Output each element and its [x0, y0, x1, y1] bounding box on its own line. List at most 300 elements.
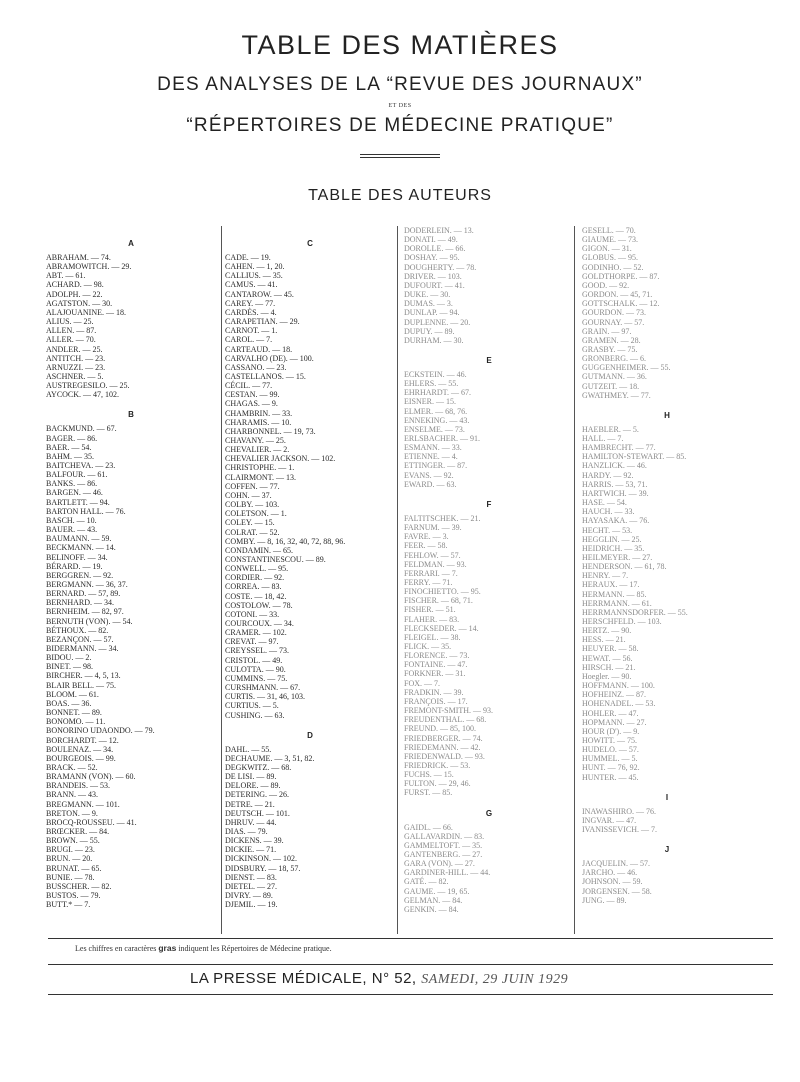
author-entry: GRASBY. — 75.: [582, 344, 638, 354]
footer-rule-bottom: [48, 994, 773, 995]
author-entry: ALIUS. — 25.: [46, 317, 94, 327]
author-entry: BELINOFF. — 34.: [46, 552, 108, 562]
author-entry: HERMANN. — 85.: [582, 589, 647, 599]
author-entry: FELDMAN. — 93.: [404, 559, 467, 569]
author-entry: ELMER. — 68, 76.: [404, 406, 468, 416]
author-entry: GELMAN. — 84.: [404, 895, 463, 905]
author-entry: BUSTOS. — 79.: [46, 891, 101, 901]
author-entry: DUMAS. — 3.: [404, 299, 453, 309]
author-entry: CESTAN. — 99.: [225, 390, 280, 400]
author-entry: COLRAT. — 52.: [225, 527, 280, 537]
author-entry: HOFFMANN. — 100.: [582, 681, 655, 691]
author-entry: BÉRARD. — 19.: [46, 561, 103, 571]
author-entry: COLBY. — 103.: [225, 500, 280, 510]
author-entry: ALLEN. — 87.: [46, 326, 97, 336]
author-entry: CORREA. — 83.: [225, 582, 282, 592]
author-entry: JARCHO. — 46.: [582, 868, 638, 878]
author-entry: BERNHEIM. — 82, 97.: [46, 607, 124, 617]
author-entry: HENDERSON. — 61, 78.: [582, 562, 667, 572]
author-entry: FURST. — 85.: [404, 788, 453, 798]
author-entry: GRAIN. — 97.: [582, 326, 632, 336]
author-entry: CÉCIL. — 77.: [225, 381, 273, 391]
letter-heading: G: [485, 808, 493, 818]
column-divider: [397, 226, 398, 934]
author-entry: CARAPETIAN. — 29.: [225, 317, 300, 327]
author-entry: EHLERS. — 55.: [404, 379, 459, 389]
author-entry: HENRY. — 7.: [582, 571, 629, 581]
author-entry: ETTINGER. — 87.: [404, 461, 468, 471]
author-entry: DICKENS. — 39.: [225, 836, 284, 846]
author-entry: GAUME. — 19, 65.: [404, 886, 470, 896]
author-entry: Hoegler. — 90.: [582, 671, 632, 681]
author-entry: HERRMANN. — 61.: [582, 598, 652, 608]
column-divider: [574, 226, 575, 934]
author-entry: DETERING. — 26.: [225, 790, 289, 800]
author-entry: ADOLPH. — 22.: [46, 289, 103, 299]
subtitle-line-2: “RÉPERTOIRES DE MÉDECINE PRATIQUE”: [186, 115, 614, 136]
footnote-before: Les chiffres en caractères: [75, 944, 159, 953]
author-entry: GATÉ. — 82.: [404, 877, 449, 887]
author-entry: CRAMER. — 102.: [225, 628, 287, 638]
author-entry: FALTITSCHEK. — 21.: [404, 513, 481, 523]
author-entry: HESS. — 21.: [582, 635, 626, 645]
author-entry: HERSCHFELD. — 103.: [582, 617, 662, 626]
author-entry: FEER. — 58.: [404, 541, 448, 551]
author-entry: FERRY. — 71.: [404, 577, 453, 587]
author-entry: BERNARD. — 57, 89.: [46, 589, 121, 599]
author-entry: JUNG. — 89.: [582, 895, 627, 905]
author-entry: FLICK. — 35.: [404, 642, 452, 651]
journal-name: LA PRESSE MÉDICALE, N° 52,: [190, 970, 417, 987]
author-entry: GUTMANN. — 36.: [582, 372, 647, 382]
author-entry: DUPUY. — 89.: [404, 326, 455, 336]
author-entry: DJEMIL. — 19.: [225, 900, 278, 910]
author-entry: COTONI. — 33.: [225, 609, 280, 619]
author-entry: BACKMUND. — 67.: [46, 424, 117, 434]
author-entry: GORDON. — 45, 71.: [582, 290, 653, 300]
letter-heading: F: [486, 499, 492, 509]
author-entry: GANTENBERG. — 27.: [404, 850, 483, 859]
author-entry: HUNT. — 76, 92.: [582, 763, 640, 773]
author-entry: ARNUZZI. — 23.: [46, 362, 106, 372]
letter-heading: D: [307, 730, 313, 740]
author-entry: BRETON. — 9.: [46, 808, 98, 818]
author-entry: DIENST. — 83.: [225, 872, 277, 882]
author-entry: BRUNAT. — 65.: [46, 863, 102, 873]
author-entry: BARTON HALL. — 76.: [46, 506, 126, 516]
author-entry: CALLIUS. — 35.: [225, 271, 283, 281]
author-entry: BRANDEIS. — 53.: [46, 781, 111, 791]
author-entry: BARTLETT. — 94.: [46, 497, 110, 507]
author-entry: ECKSTEIN. — 46.: [404, 369, 467, 379]
column-divider: [221, 226, 222, 934]
letter-heading: B: [128, 410, 134, 420]
author-entry: BRAMANN (VON). — 60.: [46, 772, 136, 782]
author-entry: JACQUELIN. — 57.: [582, 859, 650, 869]
author-entry: FUCHS. — 15.: [404, 770, 454, 780]
author-entry: BLAIR BELL. — 75.: [46, 680, 116, 690]
footnote-rule: [48, 938, 773, 939]
author-entry: BASCH. — 10.: [46, 515, 97, 525]
author-entry: BRANN. — 43.: [46, 790, 99, 800]
author-entry: DEUTSCH. — 101.: [225, 808, 290, 818]
author-entry: CARTEAUD. — 18.: [225, 344, 293, 354]
author-entry: GAIDL. — 66.: [404, 822, 453, 832]
author-entry: HERAUX. — 17.: [582, 580, 640, 590]
author-entry: COLETSON. — 1.: [225, 509, 287, 519]
author-entry: FRIEDENWALD. — 93.: [404, 751, 485, 761]
author-entry: ENSELME. — 73.: [404, 424, 465, 434]
author-entry: FARNUM. — 39.: [404, 523, 462, 533]
author-entry: BORCHARDT. — 12.: [46, 735, 119, 745]
author-entry: HERTZ. — 90.: [582, 626, 632, 636]
title-rule: [360, 154, 440, 155]
author-entry: COMBY. — 8, 16, 32, 40, 72, 88, 96.: [225, 536, 346, 546]
author-entry: DURHAM. — 30.: [404, 335, 464, 345]
footnote: [75, 943, 332, 953]
author-entry: BONORINO UDAONDO. — 79.: [46, 726, 155, 736]
author-entry: BROCQ-ROUSSEU. — 41.: [46, 817, 137, 827]
author-entry: HOUR (D'). — 9.: [582, 726, 640, 736]
author-entry: FRADKIN. — 39.: [404, 687, 464, 697]
author-entry: FLAHER. — 83.: [404, 614, 460, 624]
footnote-bold: gras: [158, 943, 177, 953]
author-entry: BOULENAZ. — 34.: [46, 744, 114, 754]
author-entry: JOHNSON. — 59.: [582, 877, 643, 887]
author-entry: COHN. — 37.: [225, 490, 272, 500]
author-entry: DOSHAY. — 95.: [404, 253, 460, 263]
author-entry: BRACK. — 52.: [46, 762, 98, 772]
author-entry: ABRAMOWITCH. — 29.: [46, 262, 132, 272]
author-entry: CURSHMANN. — 67.: [225, 683, 301, 693]
author-entry: ETIENNE. — 4.: [404, 452, 458, 462]
author-entry: DRIVER. — 103.: [404, 271, 462, 281]
author-entry: BIRCHER. — 4, 5, 13.: [46, 671, 121, 681]
section-title: TABLE DES AUTEURS: [308, 187, 492, 204]
author-entry: FISHER. — 51.: [404, 605, 456, 615]
author-entry: DHRUV. — 44.: [225, 817, 277, 827]
author-entry: BERNHARD. — 34.: [46, 598, 115, 608]
author-entry: BALFOUR. — 61.: [46, 470, 108, 480]
author-entry: CREVAT. — 97.: [225, 637, 279, 647]
author-entry: FAVRE. — 3.: [404, 532, 449, 542]
author-entry: HEUYER. — 58.: [582, 644, 639, 654]
author-entry: CAHEN. — 1, 20.: [225, 262, 285, 272]
author-entry: HUMMEL. — 5.: [582, 754, 638, 764]
author-entry: IVANISSEVICH. — 7.: [582, 825, 657, 834]
author-entry: ALLER. — 70.: [46, 335, 96, 345]
author-entry: AYCOCK. — 47, 102.: [46, 390, 120, 400]
author-entry: ESMANN. — 33.: [404, 443, 462, 453]
author-entry: AUSTREGESILO. — 25.: [46, 381, 130, 391]
letter-heading: I: [665, 792, 669, 802]
author-entry: CHAMBRIN. — 33.: [225, 408, 293, 418]
author-entry: CANTAROW. — 45.: [225, 289, 294, 299]
footer-rule-top: [48, 964, 773, 965]
author-entry: BIDOU. — 2.: [46, 653, 92, 663]
author-entry: DUNLAP. — 94.: [404, 308, 460, 318]
author-entry: GODINHO. — 52.: [582, 262, 644, 272]
author-entry: DIVRY. — 89.: [225, 891, 273, 901]
author-entry: GOTTSCHALK. — 12.: [582, 299, 660, 309]
author-entry: FRIEDBERGER. — 74.: [404, 733, 483, 743]
author-entry: GALLAVARDIN. — 83.: [404, 831, 485, 841]
title-rule: [360, 157, 440, 158]
author-entry: FINOCHIETTO. — 95.: [404, 587, 481, 597]
author-entry: CAROL. — 7.: [225, 335, 273, 345]
author-entry: ASCHNER. — 5.: [46, 371, 104, 381]
author-entry: GLOBUS. — 95.: [582, 253, 639, 263]
letter-heading: E: [486, 355, 492, 365]
author-entry: BAER. — 54.: [46, 442, 92, 452]
author-entry: BRŒCKER. — 84.: [46, 827, 110, 836]
author-entry: ERLSBACHER. — 91.: [404, 434, 481, 443]
author-entry: DE LISI. — 89.: [225, 772, 277, 782]
author-entry: HASE. — 54.: [582, 498, 627, 508]
author-entry: DOUGHERTY. — 78.: [404, 262, 477, 272]
author-entry: CRISTOL. — 49.: [225, 655, 283, 665]
author-entry: CARVALHO (DE). — 100.: [225, 353, 314, 363]
author-entry: DICKIE. — 71.: [225, 845, 277, 855]
author-entry: HOPMANN. — 27.: [582, 717, 647, 727]
author-entry: DODERLEIN. — 13.: [404, 226, 474, 235]
author-entry: EVANS. — 92.: [404, 470, 454, 480]
author-entry: HARDY. — 92.: [582, 470, 634, 480]
author-entry: BINET. — 98.: [46, 662, 93, 672]
author-entry: CHEVALIER JACKSON. — 102.: [225, 454, 336, 464]
author-entry: FREMONT-SMITH. — 93.: [404, 706, 494, 716]
author-entry: DOROLLE. — 66.: [404, 244, 466, 254]
author-entry: CORDIER. — 92.: [225, 573, 285, 583]
author-entry: COSTOLOW. — 78.: [225, 600, 293, 610]
author-entry: BOURGEOIS. — 99.: [46, 753, 116, 763]
author-entry: FORKNER. — 31.: [404, 669, 466, 679]
author-entry: HANZLICK. — 46.: [582, 461, 647, 471]
author-entry: GESELL. — 70.: [582, 226, 636, 235]
author-entry: BUNIE. — 78.: [46, 872, 95, 882]
author-entry: ANDLER. — 25.: [46, 344, 103, 354]
author-entry: DEGKWITZ. — 68.: [225, 762, 292, 772]
author-entry: GIGON. — 31.: [582, 244, 632, 254]
author-entry: CHAGAS. — 9.: [225, 399, 278, 409]
author-entry: COLEY. — 15.: [225, 518, 275, 528]
author-entry: ALAJOUANINE. — 18.: [46, 307, 126, 317]
author-entry: COSTE. — 18, 42.: [225, 591, 287, 601]
author-entry: ACHARD. — 98.: [46, 280, 104, 290]
author-entry: CARNOT. — 1.: [225, 326, 278, 336]
author-entry: ABRAHAM. — 74.: [46, 253, 111, 262]
author-entry: BLOOM. — 61.: [46, 689, 99, 699]
author-entry: BREGMANN. — 101.: [46, 799, 120, 809]
author-entry: FLECKSEDER. — 14.: [404, 623, 479, 633]
author-entry: FLEIGEL. — 38.: [404, 632, 461, 642]
author-entry: DICKINSON. — 102.: [225, 854, 297, 864]
author-entry: GRAMEN. — 28.: [582, 335, 641, 345]
author-entry: FONTAINE. — 47.: [404, 660, 468, 670]
author-entry: CHRISTOPHE. — 1.: [225, 463, 295, 473]
subtitle-conjunction: ET DES: [388, 103, 412, 109]
author-entry: HAEBLER. — 5.: [582, 424, 639, 434]
author-entry: BEZANÇON. — 57.: [46, 634, 114, 644]
author-entry: HAMBRECHT. — 77.: [582, 443, 656, 453]
author-entry: HARTWICH. — 39.: [582, 488, 649, 498]
author-entry: HUNTER. — 45.: [582, 772, 639, 782]
author-entry: BÉTHOUX. — 82.: [46, 625, 109, 635]
author-entry: BAITCHEVA. — 23.: [46, 461, 116, 470]
letter-heading: A: [128, 239, 134, 248]
author-entry: DUFOURT. — 41.: [404, 280, 465, 290]
journal-footer: [190, 970, 568, 988]
author-entry: EWARD. — 63.: [404, 479, 457, 489]
author-entry: BRUGI. — 23.: [46, 845, 95, 855]
author-entry: HECHT. — 53.: [582, 525, 633, 535]
author-entry: CONWELL. — 95.: [225, 564, 289, 574]
author-entry: GWATHMEY. — 77.: [582, 390, 651, 400]
author-entry: GRONBERG. — 6.: [582, 354, 647, 364]
author-entry: FRIEDEMANN. — 42.: [404, 742, 481, 752]
author-entry: BARGEN. — 46.: [46, 488, 103, 498]
author-entry: DETRE. — 21.: [225, 799, 275, 809]
author-entry: GAMMELTOFT. — 35.: [404, 840, 483, 850]
author-entry: GUTZEIT. — 18.: [582, 381, 640, 391]
author-entry: CLAIRMONT. — 13.: [225, 472, 296, 482]
author-entry: ANTITCH. — 23.: [46, 353, 106, 363]
author-entry: HAYASAKA. — 76.: [582, 516, 650, 526]
footnote-after: indiquent les Répertoires de Médecine pratique.: [176, 944, 332, 953]
author-entry: EHRHARDT. — 67.: [404, 388, 471, 398]
author-entry: GUGGENHEIMER. — 55.: [582, 363, 671, 373]
author-entry: CURTIS. — 31, 46, 103.: [225, 692, 305, 702]
author-entry: BERGGREN. — 92.: [46, 570, 114, 580]
author-entry: GOOD. — 92.: [582, 280, 630, 290]
author-entry: GOLDTHORPE. — 87.: [582, 271, 660, 281]
author-entry: CUMMINS. — 75.: [225, 673, 288, 683]
author-entry: BANKS. — 86.: [46, 479, 98, 489]
author-entry: GENKIN. — 84.: [404, 904, 459, 914]
author-entry: HALL. — 7.: [582, 434, 624, 443]
author-entry: HERRMANNSDORFER. — 55.: [582, 607, 688, 617]
page-title: TABLE DES MATIÈRES: [241, 30, 559, 60]
author-entry: HEWAT. — 56.: [582, 653, 633, 663]
subtitle-line-1: DES ANALYSES DE LA “REVUE DES JOURNAUX”: [157, 74, 643, 95]
author-entry: BOAS. — 36.: [46, 698, 92, 708]
author-entry: FRIEDRICK. — 53.: [404, 760, 471, 770]
author-entry: CHAVANY. — 25.: [225, 436, 286, 445]
author-entry: CONDAMIN. — 65.: [225, 545, 293, 555]
author-entry: CARDÈS. — 4.: [225, 307, 277, 317]
author-entry: FREUND. — 85, 100.: [404, 724, 477, 734]
author-entry: DELORE. — 89.: [225, 781, 281, 791]
author-entry: CURTIUS. — 5.: [225, 701, 279, 711]
letter-heading: C: [307, 239, 313, 248]
author-entry: CREYSSEL. — 73.: [225, 646, 290, 656]
author-entry: HAUCH. — 33.: [582, 507, 635, 517]
author-entry: CADE. — 19.: [225, 253, 271, 262]
author-entry: BONNET. — 89.: [46, 708, 102, 718]
author-entry: FREUDENTHAL. — 68.: [404, 715, 487, 725]
author-entry: COFFEN. — 77.: [225, 481, 280, 491]
author-entry: HOHENADEL. — 53.: [582, 699, 656, 709]
author-entry: AGATSTON. — 30.: [46, 298, 113, 308]
author-entry: CONSTANTINESCOU. — 89.: [225, 554, 326, 564]
author-entry: GARDINER-HILL. — 44.: [404, 868, 491, 878]
author-entry: JORGENSEN. — 58.: [582, 886, 652, 896]
author-entry: BONOMO. — 11.: [46, 717, 106, 727]
author-entry: DAHL. — 55.: [225, 744, 272, 754]
author-entry: EISNER. — 15.: [404, 397, 456, 407]
author-entry: GOURNAY. — 57.: [582, 317, 645, 327]
author-entry: BAUMANN. — 59.: [46, 534, 112, 544]
author-entry: CHEVALIER. — 2.: [225, 445, 290, 455]
author-entry: CHARBONNEL. — 19, 73.: [225, 426, 316, 436]
author-entry: BAHM. — 35.: [46, 451, 95, 461]
author-entry: BROWN. — 55.: [46, 836, 100, 846]
author-entry: FULTON. — 29, 46.: [404, 779, 471, 789]
author-entry: BECKMANN. — 14.: [46, 543, 116, 553]
author-entry: HEIDRICH. — 35.: [582, 543, 645, 553]
author-entry: ENNEKING. — 43.: [404, 415, 470, 425]
author-entry: GIAUME. — 73.: [582, 235, 638, 245]
author-entry: BRUN. — 20.: [46, 854, 93, 864]
author-entry: FLORENCE. — 73.: [404, 651, 470, 661]
author-entry: CULOTTA. — 90.: [225, 664, 286, 674]
author-entry: COURCOUX. — 34.: [225, 619, 294, 628]
author-entry: CAMUS. — 41.: [225, 280, 278, 290]
author-entry: GARA (VON). — 27.: [404, 859, 475, 869]
author-entry: CASSANO. — 23.: [225, 362, 287, 372]
author-entry: HAMILTON-STEWART. — 85.: [582, 452, 687, 462]
author-entry: FRANÇOIS. — 17.: [404, 696, 468, 706]
author-entry: CAREY. — 77.: [225, 298, 276, 308]
author-entry: DUKE. — 30.: [404, 290, 451, 300]
author-entry: HEILMEYER. — 27.: [582, 552, 653, 562]
author-entry: FOX. — 7.: [404, 678, 441, 688]
author-entry: FERRARI. — 7.: [404, 568, 458, 578]
author-entry: ABT. — 61.: [46, 271, 86, 281]
author-entry: BIDERMANN. — 34.: [46, 644, 119, 653]
author-entry: HEGGLIN. — 25.: [582, 534, 642, 544]
author-entry: FISCHER. — 68, 71.: [404, 596, 473, 606]
issue-date: SAMEDI, 29 JUIN 1929: [421, 972, 569, 987]
author-entry: DIAS. — 79.: [225, 827, 268, 836]
author-entry: DONATI. — 49.: [404, 235, 458, 245]
author-entry: BERGMANN. — 36, 37.: [46, 579, 128, 589]
author-entry: INAWASHIRO. — 76.: [582, 806, 657, 816]
author-entry: CUSHING. — 63.: [225, 710, 285, 720]
author-entry: BAGER. — 86.: [46, 433, 98, 443]
letter-heading: H: [664, 410, 670, 420]
author-entry: GOURDON. — 73.: [582, 308, 646, 318]
author-entry: DECHAUME. — 3, 51, 82.: [225, 753, 315, 763]
author-entry: HOHLER. — 47.: [582, 708, 639, 718]
author-entry: HOFHEINZ. — 87.: [582, 690, 646, 700]
author-entry: BUSSCHER. — 82.: [46, 881, 112, 891]
author-entry: BAUER. — 43.: [46, 525, 98, 535]
author-entry: DIDSBURY. — 18, 57.: [225, 863, 301, 873]
author-entry: CHARAMIS. — 10.: [225, 417, 292, 427]
author-entry: HARRIS. — 53, 71.: [582, 479, 648, 489]
author-entry: BUTT.* — 7.: [46, 900, 91, 910]
author-entry: HOWITT. — 75.: [582, 735, 637, 745]
author-entry: HIRSCH. — 21.: [582, 662, 636, 672]
author-entry: FEHLOW. — 57.: [404, 550, 461, 560]
author-entry: DIETEL. — 27.: [225, 881, 277, 891]
letter-heading: J: [664, 845, 670, 855]
author-entry: HUDELO. — 57.: [582, 745, 639, 755]
author-entry: DUPLENNE. — 20.: [404, 317, 471, 327]
author-entry: BERNUTH (VON). — 54.: [46, 616, 133, 626]
author-entry: CASTELLANOS. — 15.: [225, 371, 306, 381]
